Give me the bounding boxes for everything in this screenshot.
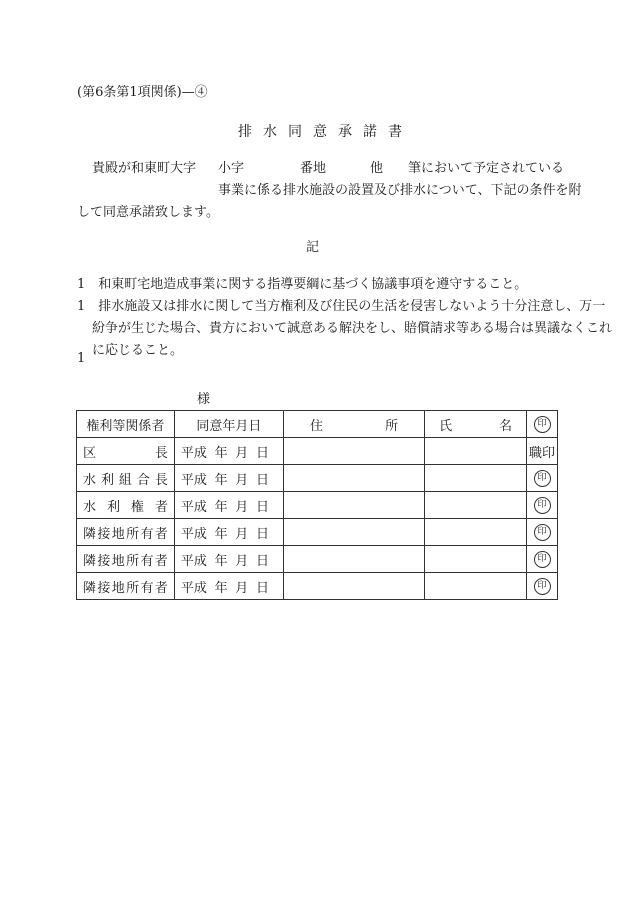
- row-role-text: [83, 550, 168, 569]
- row-role-text: [83, 469, 168, 488]
- date-month: 月: [235, 526, 249, 542]
- role-char: 所: [126, 553, 140, 569]
- seal-icon: 印: [534, 497, 551, 514]
- table-row: [77, 465, 558, 492]
- date-day: 日: [256, 526, 270, 542]
- date-year: 年: [214, 526, 228, 542]
- date-era: 平成: [180, 499, 207, 515]
- row-role: [77, 519, 175, 546]
- role-char: 所: [126, 526, 140, 542]
- condition-2-line1: 1 排水施設又は排水に関して当方権利及び住民の生活を侵害しないよう十分注意し、万一: [77, 299, 606, 314]
- date-era: 平成: [180, 553, 207, 569]
- role-char: 接: [97, 553, 111, 569]
- role-char: 接: [97, 580, 111, 596]
- body-text-banchi: 番地: [300, 161, 327, 176]
- row-date: [174, 465, 283, 492]
- body-text-line2: 事業に係る排水施設の設置及び排水について、下記の条件を附: [218, 183, 582, 198]
- row-address[interactable]: [284, 573, 425, 600]
- header-name-a: 氏: [439, 418, 453, 434]
- row-address[interactable]: [284, 519, 425, 546]
- body-text-line3: して同意承諾致します。: [77, 205, 219, 220]
- role-char: 地: [111, 526, 125, 542]
- row-role: [77, 546, 175, 573]
- table-header-row: [77, 411, 558, 438]
- row-address[interactable]: [284, 438, 425, 465]
- date-year: 年: [214, 445, 228, 461]
- role-char: 組: [118, 472, 132, 488]
- row-name[interactable]: [425, 465, 527, 492]
- date-day: 日: [256, 580, 270, 596]
- role-char: 接: [97, 526, 111, 542]
- row-role-b: 長: [154, 445, 168, 461]
- ki-heading: 記: [306, 240, 320, 255]
- row-name[interactable]: [425, 546, 527, 573]
- date-day: 日: [256, 472, 270, 488]
- role-char: 隣: [83, 553, 97, 569]
- date-year: 年: [214, 553, 228, 569]
- date-month: 月: [235, 553, 249, 569]
- row-role: [77, 573, 175, 600]
- row-name[interactable]: [425, 519, 527, 546]
- row-date: [174, 546, 283, 573]
- row-seal: [527, 519, 558, 546]
- header-name-b: 名: [499, 418, 513, 434]
- header-date-label: 同意年月日: [196, 418, 262, 434]
- row-role-text: [83, 496, 168, 515]
- seal-icon: 印: [534, 416, 551, 433]
- header-address-a: 住: [310, 418, 324, 434]
- role-char: 合: [136, 472, 150, 488]
- row-name[interactable]: [425, 492, 527, 519]
- seal-icon: 印: [534, 524, 551, 541]
- body-text-applicant: 貴殿が和東町大字: [92, 161, 197, 176]
- role-char: 権: [130, 499, 144, 515]
- role-char: 水: [83, 499, 97, 515]
- table-row: [77, 546, 558, 573]
- role-char: 隣: [83, 580, 97, 596]
- role-char: 者: [154, 580, 168, 596]
- row-seal: [527, 492, 558, 519]
- row-seal: [527, 573, 558, 600]
- role-char: 隣: [83, 526, 97, 542]
- header-seal: [527, 411, 558, 438]
- role-char: 有: [140, 553, 154, 569]
- body-text-hoka: 他: [370, 161, 384, 176]
- row-date: [174, 519, 283, 546]
- seal-icon: 印: [534, 470, 551, 487]
- header-role: [77, 411, 175, 438]
- addressee-honorific: 様: [197, 392, 211, 407]
- row-address[interactable]: [284, 546, 425, 573]
- date-year: 年: [214, 580, 228, 596]
- role-char: 所: [126, 580, 140, 596]
- date-era: 平成: [180, 472, 207, 488]
- article-reference: (第6条第1項関係)—④: [77, 85, 208, 100]
- date-year: 年: [214, 499, 228, 515]
- header-address-b: 所: [385, 418, 399, 434]
- row-date: [174, 438, 283, 465]
- date-day: 日: [256, 553, 270, 569]
- role-char: 有: [140, 580, 154, 596]
- official-seal-label: 職印: [529, 445, 556, 461]
- date-month: 月: [235, 580, 249, 596]
- consent-table: [76, 410, 558, 600]
- date-month: 月: [235, 445, 249, 461]
- row-name[interactable]: [425, 573, 527, 600]
- condition-3: 1: [77, 351, 86, 366]
- role-char: 地: [111, 580, 125, 596]
- table-row: [77, 492, 558, 519]
- seal-icon: 印: [534, 578, 551, 595]
- date-era: 平成: [180, 445, 207, 461]
- condition-2-line2: 紛争が生じた場合、貴方において誠意ある解決をし、賠償請求等ある場合は異議なくこれ: [92, 321, 613, 336]
- date-year: 年: [214, 472, 228, 488]
- date-era: 平成: [180, 580, 207, 596]
- date-day: 日: [256, 499, 270, 515]
- header-address: [284, 411, 425, 438]
- date-era: 平成: [180, 526, 207, 542]
- header-name: [425, 411, 527, 438]
- role-char: 有: [140, 526, 154, 542]
- role-char: 利: [100, 472, 114, 488]
- row-seal: [527, 465, 558, 492]
- row-seal: [527, 438, 558, 465]
- role-char: 者: [154, 526, 168, 542]
- body-text-koaza: 小字: [218, 161, 245, 176]
- role-char: 地: [111, 553, 125, 569]
- header-date: [174, 411, 283, 438]
- table-row: [77, 519, 558, 546]
- row-seal: [527, 546, 558, 573]
- header-role-label: 権利等関係者: [86, 418, 165, 434]
- row-role: [77, 465, 175, 492]
- role-char: 利: [106, 499, 120, 515]
- seal-icon: 印: [534, 551, 551, 568]
- date-day: 日: [256, 445, 270, 461]
- row-address[interactable]: [284, 492, 425, 519]
- role-char: 長: [154, 472, 168, 488]
- condition-2-line3: に応じること。: [92, 343, 184, 358]
- row-date: [174, 492, 283, 519]
- row-role-text: [83, 523, 168, 542]
- row-role: [77, 492, 175, 519]
- row-name[interactable]: [425, 438, 527, 465]
- table-row: [77, 438, 558, 465]
- row-address[interactable]: [284, 465, 425, 492]
- role-char: 者: [154, 499, 168, 515]
- role-char: 者: [154, 553, 168, 569]
- row-role-text: [83, 577, 168, 596]
- date-month: 月: [235, 499, 249, 515]
- row-date: [174, 573, 283, 600]
- row-role-a: 区: [83, 445, 97, 461]
- table-row: [77, 573, 558, 600]
- row-role: [77, 438, 175, 465]
- condition-1: 1 和東町宅地造成事業に関する指導要綱に基づく協議事項を遵守すること。: [77, 277, 528, 292]
- body-text-plot: 筆において予定されている: [408, 161, 565, 176]
- date-month: 月: [235, 472, 249, 488]
- role-char: 水: [83, 472, 97, 488]
- document-title: 排水同意承諾書: [238, 124, 413, 140]
